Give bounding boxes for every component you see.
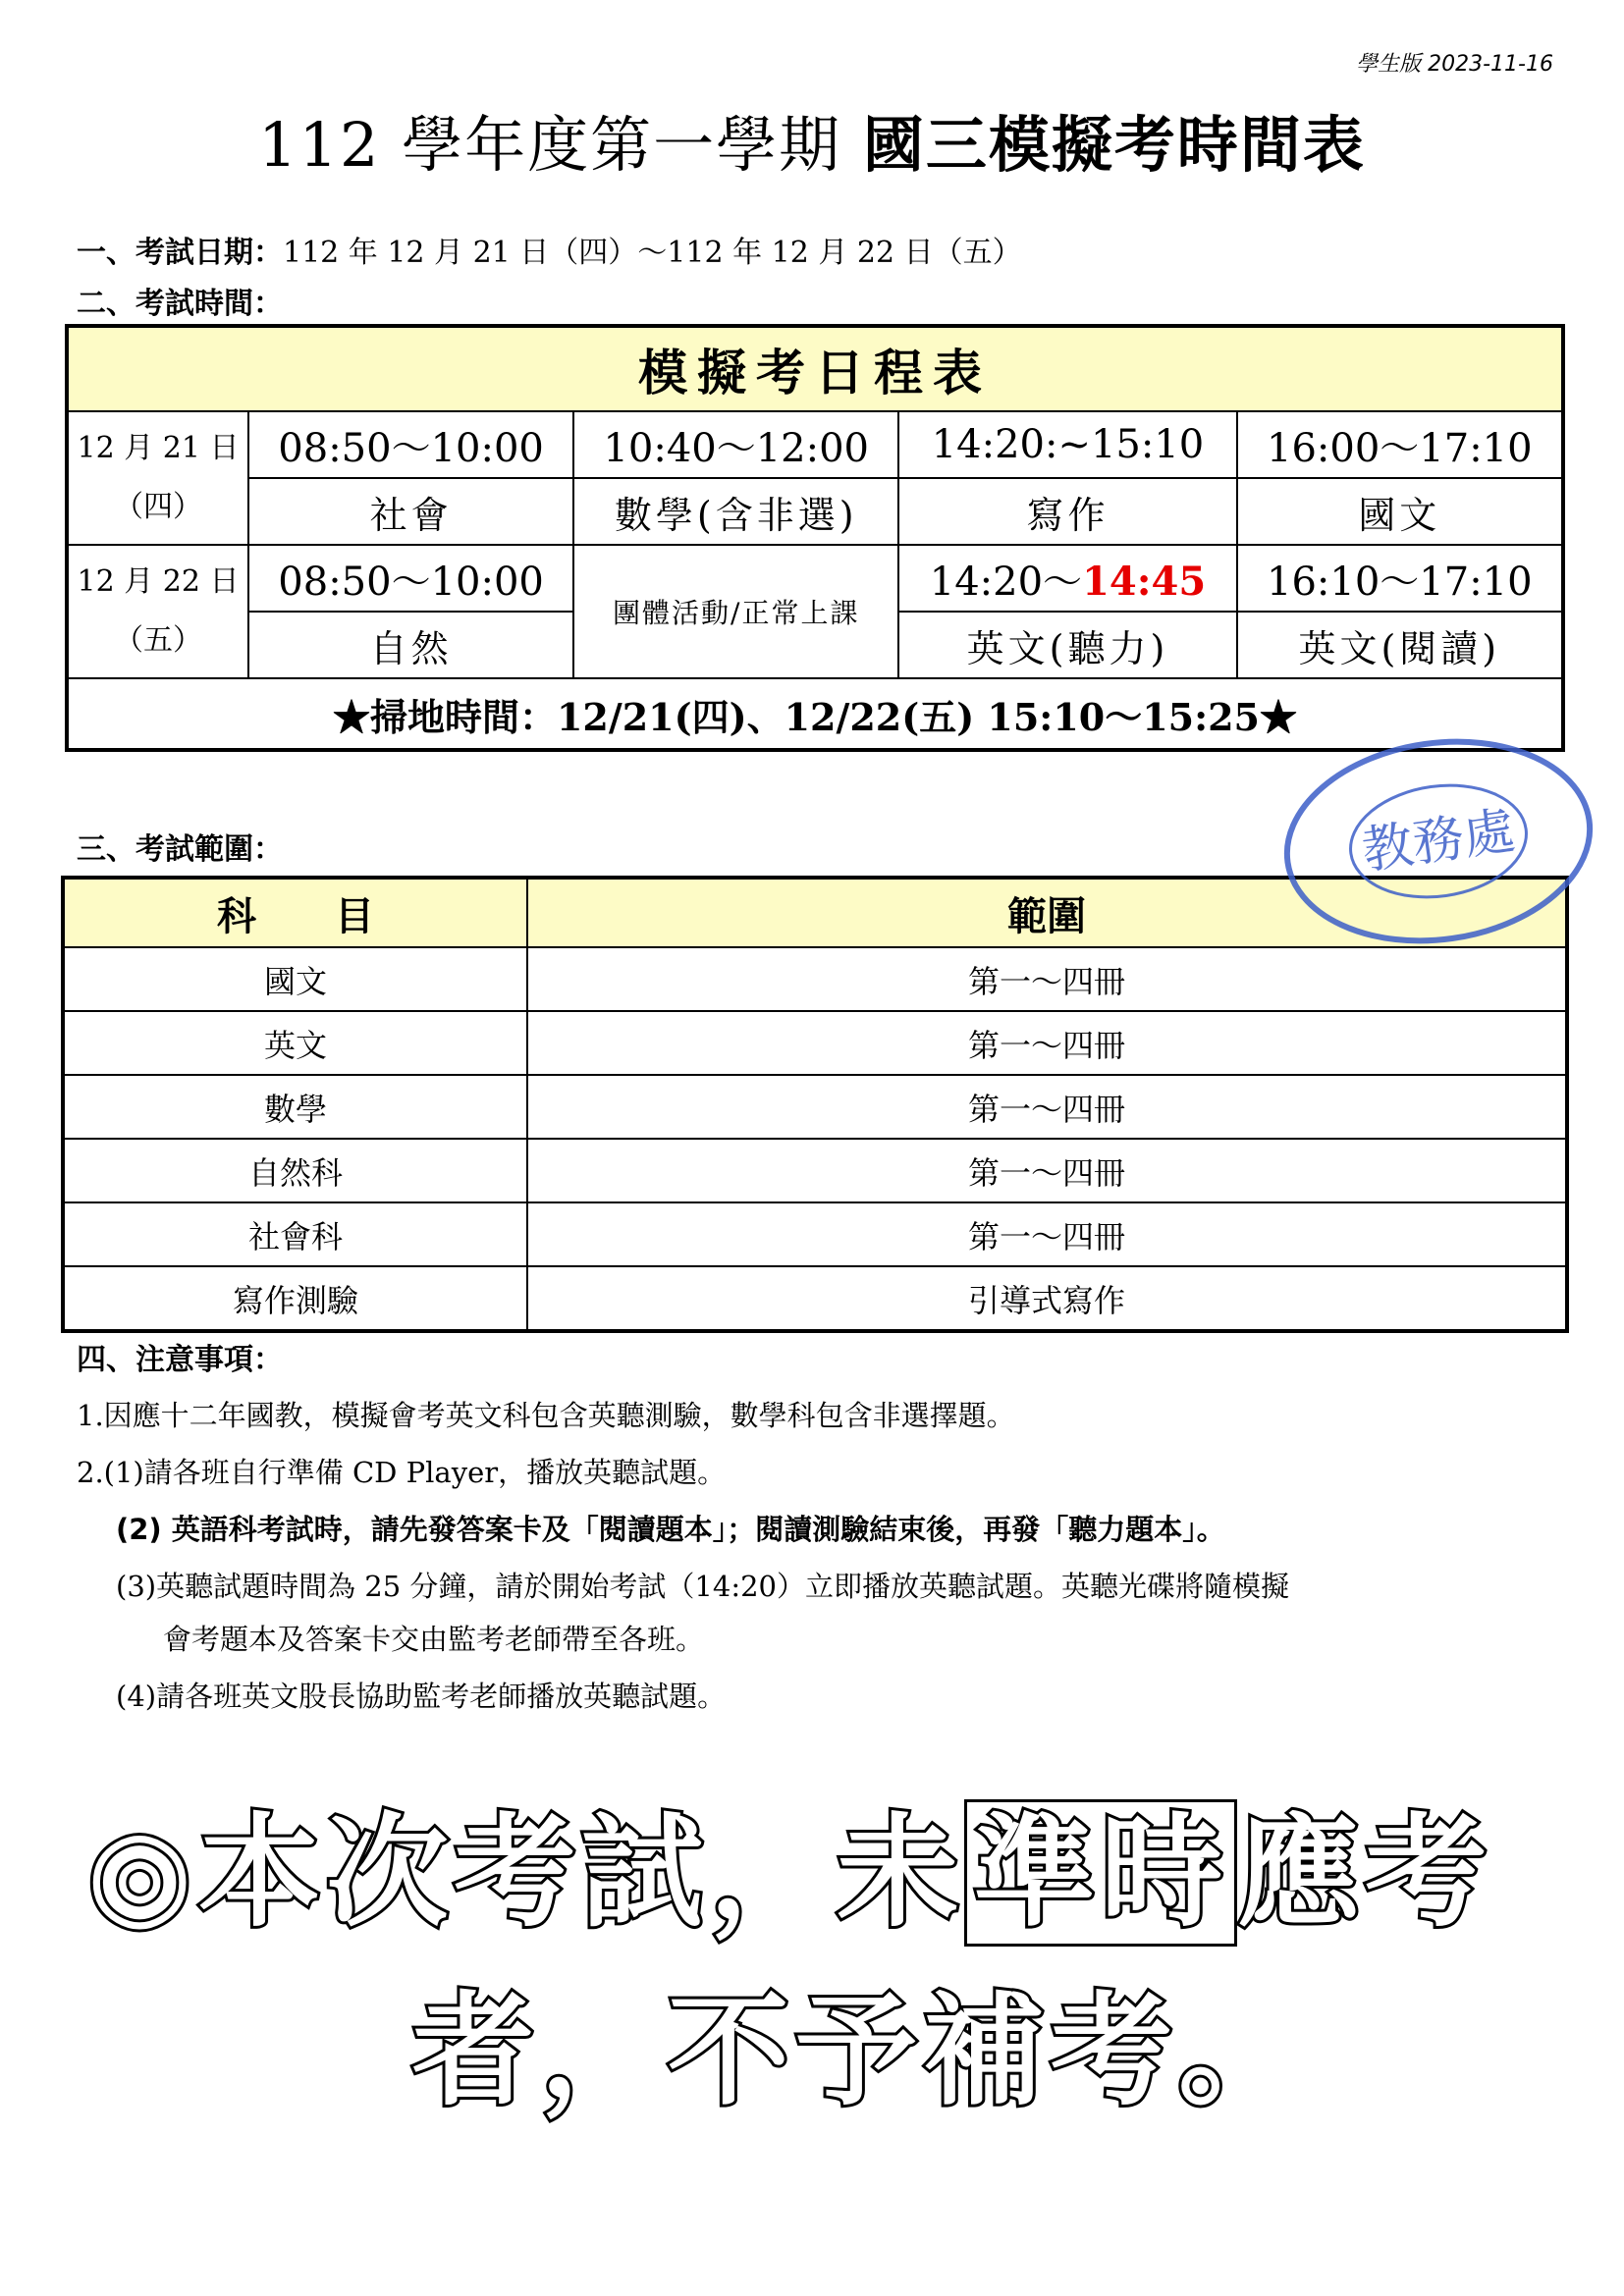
- title-prefix: 112 學年度第一學期: [258, 109, 863, 181]
- scope-label: 三、考試範圍：: [77, 832, 283, 867]
- table-row: [63, 1266, 1567, 1331]
- note-5: (4)請各班英文股長協助監考老師播放英聽試題。: [116, 1680, 727, 1713]
- version-stamp: 學生版 2023-11-16: [1356, 52, 1553, 77]
- scope-subject: 寫作測驗: [63, 1266, 527, 1331]
- day2-activity: 團體活動/正常上課: [573, 545, 898, 678]
- day1-time-3: 14:20:~15:10: [898, 411, 1236, 478]
- school-seal: [1276, 728, 1600, 954]
- cleaning-time: ★掃地時間：12/21(四)、12/22(五) 15:10～15:25★: [67, 678, 1563, 750]
- day1-date: 12 月 21 日: [77, 431, 240, 465]
- scope-range: 第一～四冊: [527, 947, 1567, 1011]
- scope-subject: 國文: [63, 947, 527, 1011]
- seal-center-text: 教務處: [1358, 801, 1519, 881]
- exam-dates: [77, 228, 1022, 271]
- day2-time-3-start: 14:20～: [929, 559, 1083, 605]
- scope-col-range: 範圍: [527, 878, 1567, 947]
- title-main: 國三模擬考時間表: [862, 109, 1366, 181]
- day1-time-2: 10:40～12:00: [573, 411, 898, 478]
- day1-weekday: （四）: [114, 490, 202, 524]
- schedule-header: 模擬考日程表: [67, 326, 1563, 411]
- scope-range: 第一～四冊: [527, 1139, 1567, 1202]
- schedule-table: [65, 324, 1565, 752]
- warning-1b: 應考: [1237, 1802, 1493, 1944]
- note-3: (2) 英語科考試時，請先發答案卡及「閱讀題本」；閱讀測驗結束後，再發「聽力題本」。: [116, 1513, 1225, 1546]
- warning-boxed: 準時: [964, 1799, 1237, 1947]
- scope-range: 引導式寫作: [527, 1266, 1567, 1331]
- day2-date: 12 月 22 日: [77, 564, 240, 599]
- day1-subject-3: 寫作: [898, 478, 1236, 545]
- note-2: 2.(1)請各班自行準備 CD Player，播放英聽試題。: [77, 1456, 727, 1489]
- scope-subject: 社會科: [63, 1202, 527, 1266]
- warning-1a: ◎本次考試，未: [86, 1802, 965, 1944]
- day2-time-3-end: 14:45: [1082, 558, 1207, 605]
- table-row: [63, 1139, 1567, 1202]
- day1-subject-4: 國文: [1237, 478, 1563, 545]
- page-title: [0, 96, 1624, 184]
- day2-subject-4: 英文(閱讀): [1237, 612, 1563, 678]
- table-row: [63, 947, 1567, 1011]
- day1-time-1: 08:50～10:00: [248, 411, 573, 478]
- table-row: [63, 1075, 1567, 1139]
- scope-subject: 數學: [63, 1075, 527, 1139]
- day2-subject-3: 英文(聽力): [898, 612, 1236, 678]
- scope-subject: 自然科: [63, 1139, 527, 1202]
- note-4b: 會考題本及答案卡交由監考老師帶至各班。: [163, 1623, 705, 1656]
- note-1: 1.因應十二年國教，模擬會考英文科包含英聽測驗，數學科包含非選擇題。: [77, 1399, 1015, 1432]
- scope-range: 第一～四冊: [527, 1075, 1567, 1139]
- table-row: [63, 1202, 1567, 1266]
- day2-date-cell: [67, 545, 248, 678]
- day1-subject-1: 社會: [248, 478, 573, 545]
- warning-line-1: [86, 1775, 1492, 1949]
- exam-dates-value: 112 年 12 月 21 日（四）～112 年 12 月 22 日（五）: [283, 236, 1022, 270]
- scope-subject: 英文: [63, 1011, 527, 1075]
- scope-range: 第一～四冊: [527, 1202, 1567, 1266]
- day2-time-3: [898, 545, 1236, 612]
- table-row: [63, 1011, 1567, 1075]
- warning-line-2: 者，不予補考。: [412, 1981, 1307, 2122]
- day1-date-cell: [67, 411, 248, 545]
- day1-time-4: 16:00～17:10: [1237, 411, 1563, 478]
- note-4a: (3)英聽試題時間為 25 分鐘，請於開始考試（14:20）立即播放英聽試題。英聽光碟將隨模擬: [116, 1570, 1289, 1603]
- scope-col-subject: 科 目: [63, 878, 527, 947]
- exam-dates-label: 一、考試日期：: [77, 236, 283, 270]
- day2-time-1: 08:50～10:00: [248, 545, 573, 612]
- exam-time-label: 二、考試時間：: [77, 287, 283, 321]
- day2-weekday: （五）: [114, 623, 202, 658]
- day1-subject-2: 數學(含非選): [573, 478, 898, 545]
- day2-time-4: 16:10～17:10: [1237, 545, 1563, 612]
- day2-subject-1: 自然: [248, 612, 573, 678]
- scope-range: 第一～四冊: [527, 1011, 1567, 1075]
- notes-label: 四、注意事項：: [77, 1343, 283, 1377]
